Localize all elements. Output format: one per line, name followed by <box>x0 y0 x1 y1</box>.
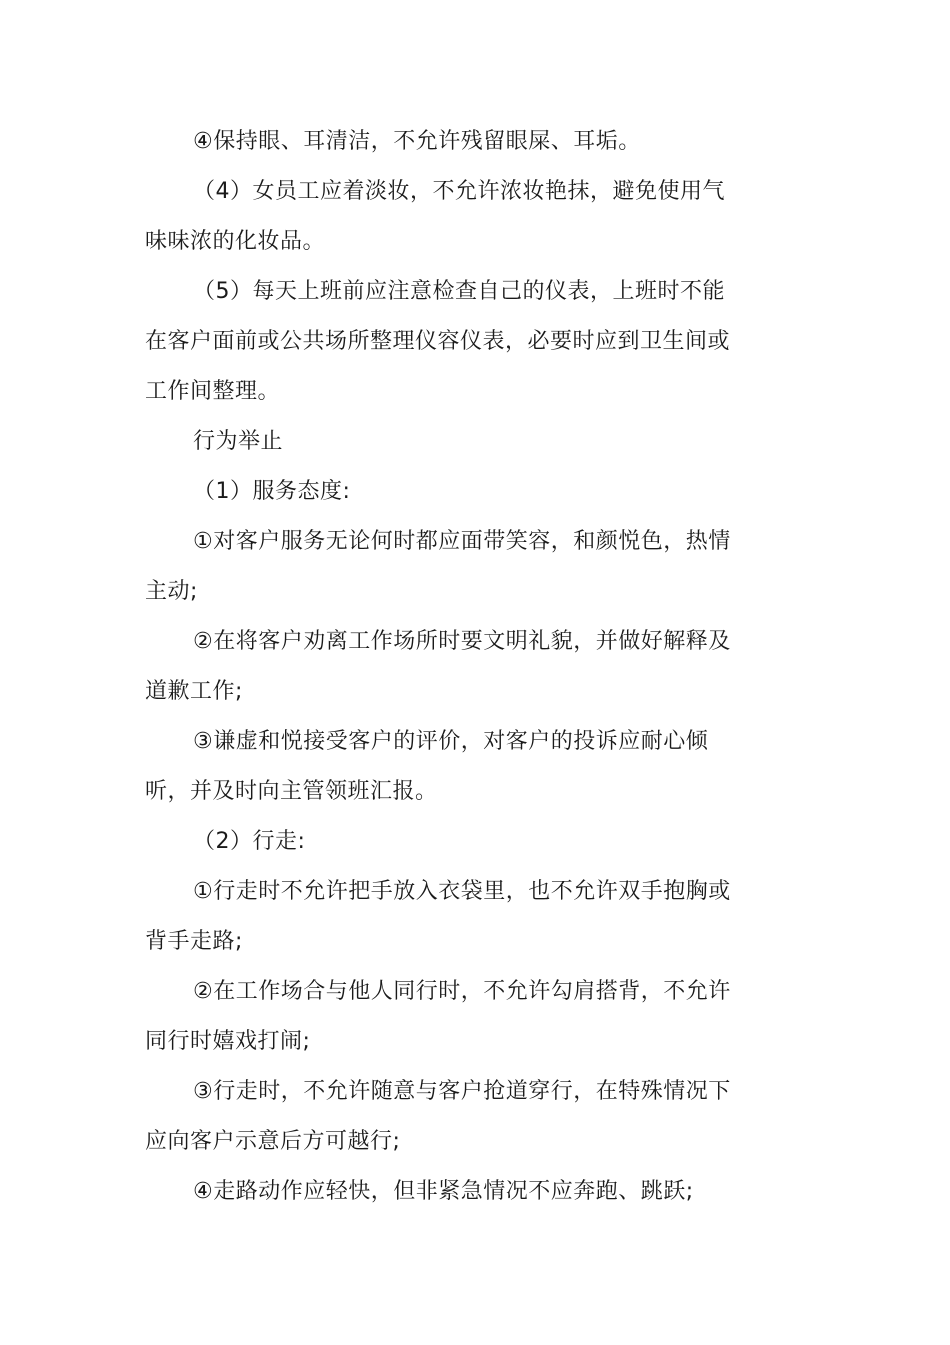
paragraph-line: 背手走路; <box>145 929 243 954</box>
paragraph-line: ③行走时，不允许随意与客户抢道穿行，在特殊情况下 <box>193 1079 731 1104</box>
paragraph-line: ②在将客户劝离工作场所时要文明礼貌，并做好解释及 <box>193 629 731 654</box>
paragraph-line: 在客户面前或公共场所整理仪容仪表，必要时应到卫生间或 <box>145 329 731 354</box>
paragraph-line: 道歉工作; <box>145 679 243 704</box>
paragraph-line: 主动; <box>145 579 198 604</box>
paragraph-line: ③谦虚和悦接受客户的评价，对客户的投诉应耐心倾 <box>193 729 709 754</box>
section-heading: 行为举止 <box>193 429 284 454</box>
paragraph-line: 同行时嬉戏打闹; <box>145 1029 311 1054</box>
paragraph-line: ①行走时不允许把手放入衣袋里，也不允许双手抱胸或 <box>193 879 731 904</box>
paragraph-line: ②在工作场合与他人同行时，不允许勾肩搭背，不允许 <box>193 979 731 1004</box>
paragraph-line: （5）每天上班前应注意检查自己的仪表，上班时不能 <box>193 279 725 304</box>
paragraph-line: ①对客户服务无论何时都应面带笑容，和颜悦色，热情 <box>193 529 731 554</box>
paragraph-line: 应向客户示意后方可越行; <box>145 1129 401 1154</box>
paragraph-line: 听，并及时向主管领班汇报。 <box>145 779 438 804</box>
paragraph-line: 工作间整理。 <box>145 379 281 404</box>
paragraph-line: 味味浓的化妆品。 <box>145 229 326 254</box>
subsection-heading: （2）行走: <box>193 829 306 854</box>
subsection-heading: （1）服务态度: <box>193 479 351 504</box>
paragraph-line: ④保持眼、耳清洁，不允许残留眼屎、耳垢。 <box>193 129 641 154</box>
paragraph-line: ④走路动作应轻快，但非紧急情况不应奔跑、跳跃; <box>193 1179 694 1204</box>
paragraph-line: （4）女员工应着淡妆，不允许浓妆艳抹，避免使用气 <box>193 179 725 204</box>
